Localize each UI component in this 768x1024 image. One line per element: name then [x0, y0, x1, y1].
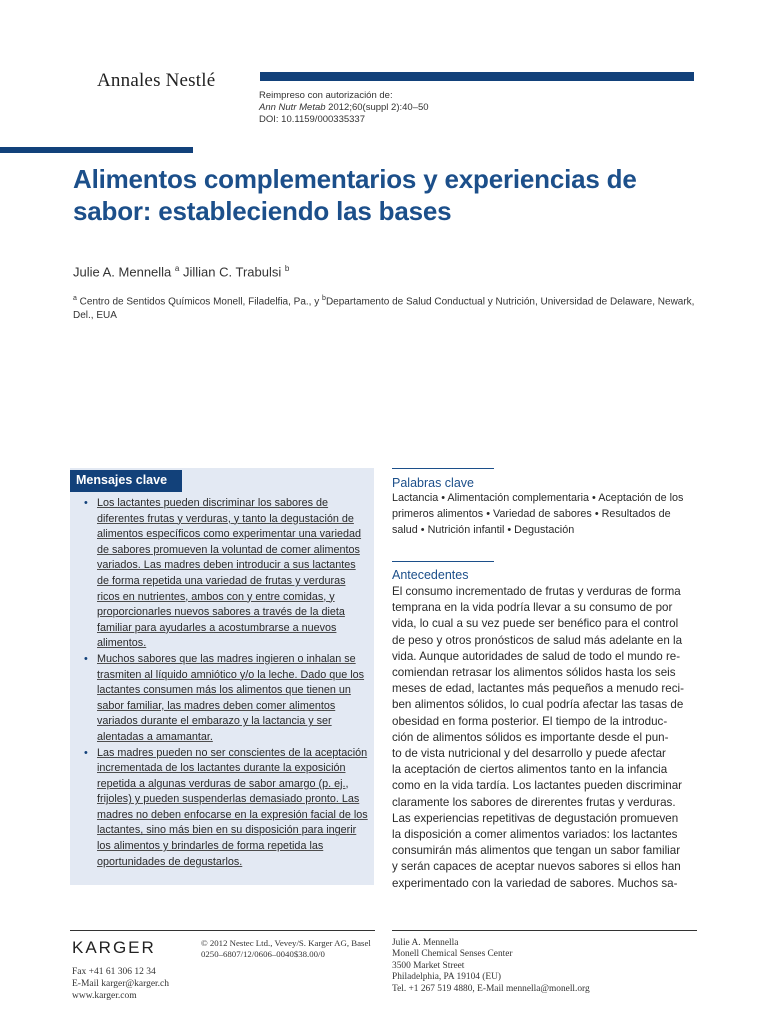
publisher-logo: KARGER	[72, 938, 156, 957]
authors	[73, 264, 289, 279]
citation-details: 2012;60(suppl 2):40–50	[325, 102, 429, 113]
background-line: experimentado con la variedad de sabores. Muchos sa-	[392, 876, 678, 890]
title-rule	[0, 147, 193, 153]
correspondence	[392, 938, 590, 995]
affil-text: Departamento de Salud Conductual y Nutrición, Universidad de Delaware, Newark, Del., EUA	[73, 296, 695, 322]
doi[interactable]: DOI: 10.1159/000335337	[259, 114, 365, 125]
correspondence-line: Monell Chemical Senses Center	[392, 949, 513, 960]
background-line: consumirán más alimentos que tengan un sabor familiar	[392, 844, 681, 858]
keywords-text: Lactancia • Alimentación complementaria • Aceptación de los primeros alimentos • Variedad de sabores • Resultados de salud • Nutrición infantil • Degustación	[392, 492, 684, 536]
key-message-item: • Los lactantes pueden discriminar los sabores de diferentes frutas y verduras, y tanto la degustación de alimentos específicos como experimentar una variedad de sabores promueven la voluntad de comer alimentos variados. Las madres deben introducir a sus lactantes de forma repetida una variedad de frutas y verduras ricos en nutrientes, ambos con y entre comidas, y proporcionarles nuevos sabores a través de la dieta familiar para ayudarles a acostumbrarse a nuevos alimentos.	[84, 496, 368, 652]
background-line: ción de alimentos sólidos es importante desde el pun-	[392, 730, 669, 744]
background-line: la aceptación de ciertos alimentos tanto en la infancia	[392, 763, 668, 777]
reprint-line: Reimpreso con autorización de:	[259, 90, 393, 101]
affil-text: Centro de Sentidos Químicos Monell, Filadelfia, Pa., y	[76, 296, 323, 308]
journal-name: Annales Nestlé	[97, 70, 216, 91]
background-line: obesidad en forma posterior. El tiempo de la introduc-	[392, 714, 668, 728]
author-affil-mark: b	[284, 264, 290, 273]
footer-rule	[392, 930, 697, 931]
background-line: Las experiencias repetitivas de degustación promueven	[392, 811, 679, 825]
header-rule	[260, 72, 694, 81]
background-heading: Antecedentes	[392, 568, 469, 582]
background-line: temprana en la vida podría llevar a su consumo de por	[392, 601, 673, 615]
background-line: vida. Aunque autoridades de salud de todo el mundo re-	[392, 649, 681, 663]
publisher-contact	[72, 966, 169, 1002]
affil-mark: b	[322, 295, 326, 302]
author-affil-mark: a	[174, 264, 180, 273]
background-line: ben alimentos sólidos, lo cual podría afectar las tasas de	[392, 698, 684, 712]
copyright-line: 0250–6807/12/0606–0040$38.00/0	[201, 949, 325, 959]
copyright	[201, 938, 371, 960]
publisher-email[interactable]: E-Mail karger@karger.ch	[72, 979, 170, 989]
key-message-item: • Muchos sabores que las madres ingieren o inhalan se trasmiten al líquido amniótico y/o la leche. Dado que los lactantes consumen más los alimentos que tienen un sabor familiar, las madres deben comer alimentos variados durante el embarazo y la lactancia y ser alentadas a amamantar.	[84, 652, 368, 746]
background-line: la disposición a comer alimentos variados: los lactantes	[392, 828, 678, 842]
keywords-heading: Palabras clave	[392, 476, 474, 490]
publisher-website[interactable]: www.karger.com	[72, 991, 137, 1001]
publisher-fax: Fax +41 61 306 12 34	[72, 967, 156, 977]
footer-rule	[70, 930, 375, 931]
background-line: claramente los sabores de direrentes frutas y verduras.	[392, 795, 676, 809]
background-line: comiendan retrasar los alimentos sólidos hasta los seis	[392, 666, 676, 680]
key-messages-list	[84, 496, 368, 870]
background-line: y serán capaces de aceptar nuevos sabores si ellos han	[392, 860, 681, 874]
citation-journal: Ann Nutr Metab	[259, 102, 326, 113]
copyright-line: © 2012 Nestec Ltd., Vevey/S. Karger AG, Basel	[201, 938, 371, 948]
background-line: meses de edad, lactantes más pequeños a menudo reci-	[392, 682, 684, 696]
correspondence-line: Philadelphia, PA 19104 (EU)	[392, 972, 502, 983]
background-line: El consumo incrementado de frutas y verduras de forma	[392, 585, 681, 598]
citation	[259, 102, 429, 114]
author-name: Jillian C. Trabulsi	[182, 264, 282, 280]
key-messages-title: Mensajes clave	[70, 470, 182, 492]
correspondence-line: 3500 Market Street	[392, 960, 465, 971]
correspondence-name: Julie A. Mennella	[392, 938, 459, 948]
article-title: Alimentos complementarios y experiencias de sabor: estableciendo las bases	[73, 164, 637, 226]
affil-mark: a	[73, 295, 77, 302]
keywords-rule	[392, 468, 494, 469]
background-text	[392, 584, 698, 892]
background-line: de peso y otros pronósticos de salud más adelante en la	[392, 633, 683, 647]
background-line: como en la vida tardía. Los lactantes pueden discriminar	[392, 779, 683, 793]
background-line: vida, lo cual a su vez puede ser benéfico para el control	[392, 617, 679, 631]
reprint-info	[259, 90, 429, 126]
background-line: to de vista nutricional y del desarrollo y puede afectar	[392, 747, 666, 761]
background-rule	[392, 561, 494, 562]
affiliations	[73, 292, 698, 323]
correspondence-contact[interactable]: Tel. +1 267 519 4880, E-Mail mennella@monell.org	[392, 983, 590, 994]
author-name: Julie A. Mennella	[73, 264, 172, 280]
key-message-item: • Las madres pueden no ser conscientes de la aceptación incrementada de los lactantes durante la exposición repetida a algunas verduras de sabor amargo (p. ej., frijoles) y pueden suspenderlas demasiado pronto. Las madres no deben enfocarse en la expresión facial de los lactantes, sino más bien en su disposición para ingerir los alimentos y brindarles de forma repetida las oportunidades de degustarlos.	[84, 746, 368, 871]
